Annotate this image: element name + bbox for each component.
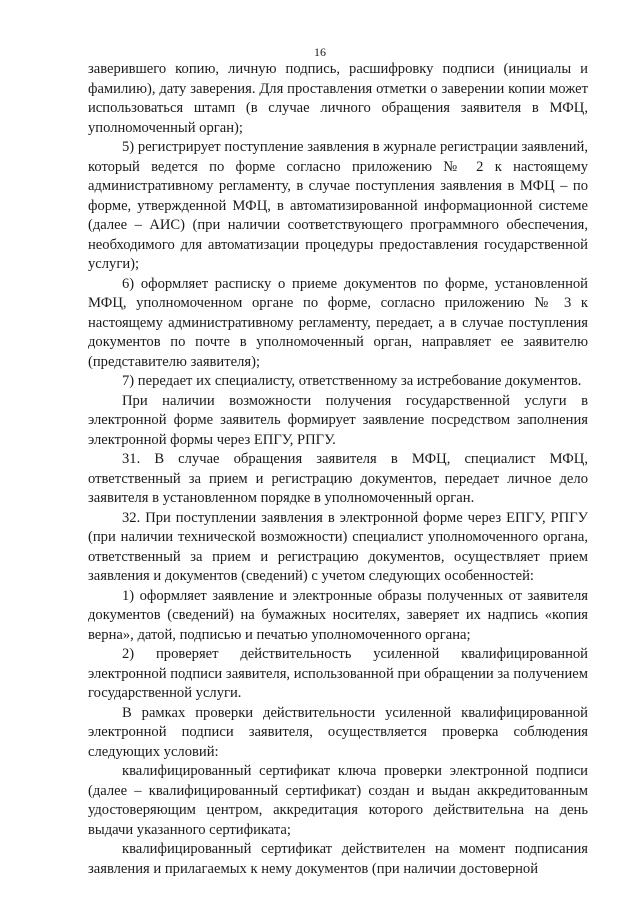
paragraph-32: 32. При поступлении заявления в электронной форме через ЕПГУ, РПГУ (при наличии технической возможности) специалист уполномоченного органа, ответственный за прием и регистрацию документов, осуществляет прием заявления и документов (сведений) с учетом следующих особенностей: [88, 509, 588, 584]
page-number: 16 [314, 45, 326, 59]
document-body [88, 60, 588, 879]
paragraph-signature-check: В рамках проверки действительности усиленной квалифицированной электронной подписи заявителя, осуществляется проверка соблюдения следующих условий: [88, 704, 588, 760]
paragraph-item-7: 7) передает их специалисту, ответственному за истребование документов. [122, 373, 582, 389]
paragraph-condition-1: квалифицированный сертификат ключа проверки электронной подписи (далее – квалифицированный сертификат) создан и выдан аккредитованным удостоверяющим центром, аккредитация которого действительна на день выдачи указанного сертификата; [88, 763, 588, 838]
paragraph-32-item-1: 1) оформляет заявление и электронные образы полученных от заявителя документов (сведений) на бумажных носителях, заверяет их надпись «копия верна», датой, подписью и печатью уполномоченного органа; [88, 587, 588, 643]
paragraph-32-item-2: 2) проверяет действительность усиленной квалифицированной электронной подписи заявителя, использованной при обращении за получением государственной услуги. [88, 646, 588, 701]
paragraph-condition-2: квалифицированный сертификат действителен на момент подписания заявления и прилагаемых к нему документов (при наличии достоверной [88, 841, 588, 877]
paragraph-item-5: 5) регистрирует поступление заявления в журнале регистрации заявлений, который ведется по форме согласно приложению № 2 к настоящему административному регламенту, в случае поступления заявления в МФЦ – по форме, утвержденной МФЦ, в автоматизированной информационной системе (далее – АИС) (при наличии соответствующего программного обеспечения, необходимого для автоматизации процедуры предоставления государственной услуги); [88, 139, 588, 272]
paragraph-31: 31. В случае обращения заявителя в МФЦ, специалист МФЦ, ответственный за прием и регистрацию документов, передает личное дело заявителя в установленном порядке в уполномоченный орган. [88, 451, 588, 506]
paragraph-electronic-form: При наличии возможности получения государственной услуги в электронной форме заявитель формирует заявление посредством заполнения электронной формы через ЕПГУ, РПГУ. [88, 392, 588, 448]
paragraph-item-6: 6) оформляет расписку о приеме документов по форме, установленной МФЦ, уполномоченном органе по форме, согласно приложению № 3 к настоящему административному регламенту, передает, а в случае поступления документов по почте в уполномоченный орган, направляет ее заявителю (представителю заявителя); [88, 275, 588, 370]
paragraph-continuation: заверившего копию, личную подпись, расшифровку подписи (инициалы и фамилию), дату заверения. Для проставления отметки о заверении копии может использоваться штамп (в случае личного обращения заявителя в МФЦ, уполномоченный орган); [88, 61, 588, 136]
